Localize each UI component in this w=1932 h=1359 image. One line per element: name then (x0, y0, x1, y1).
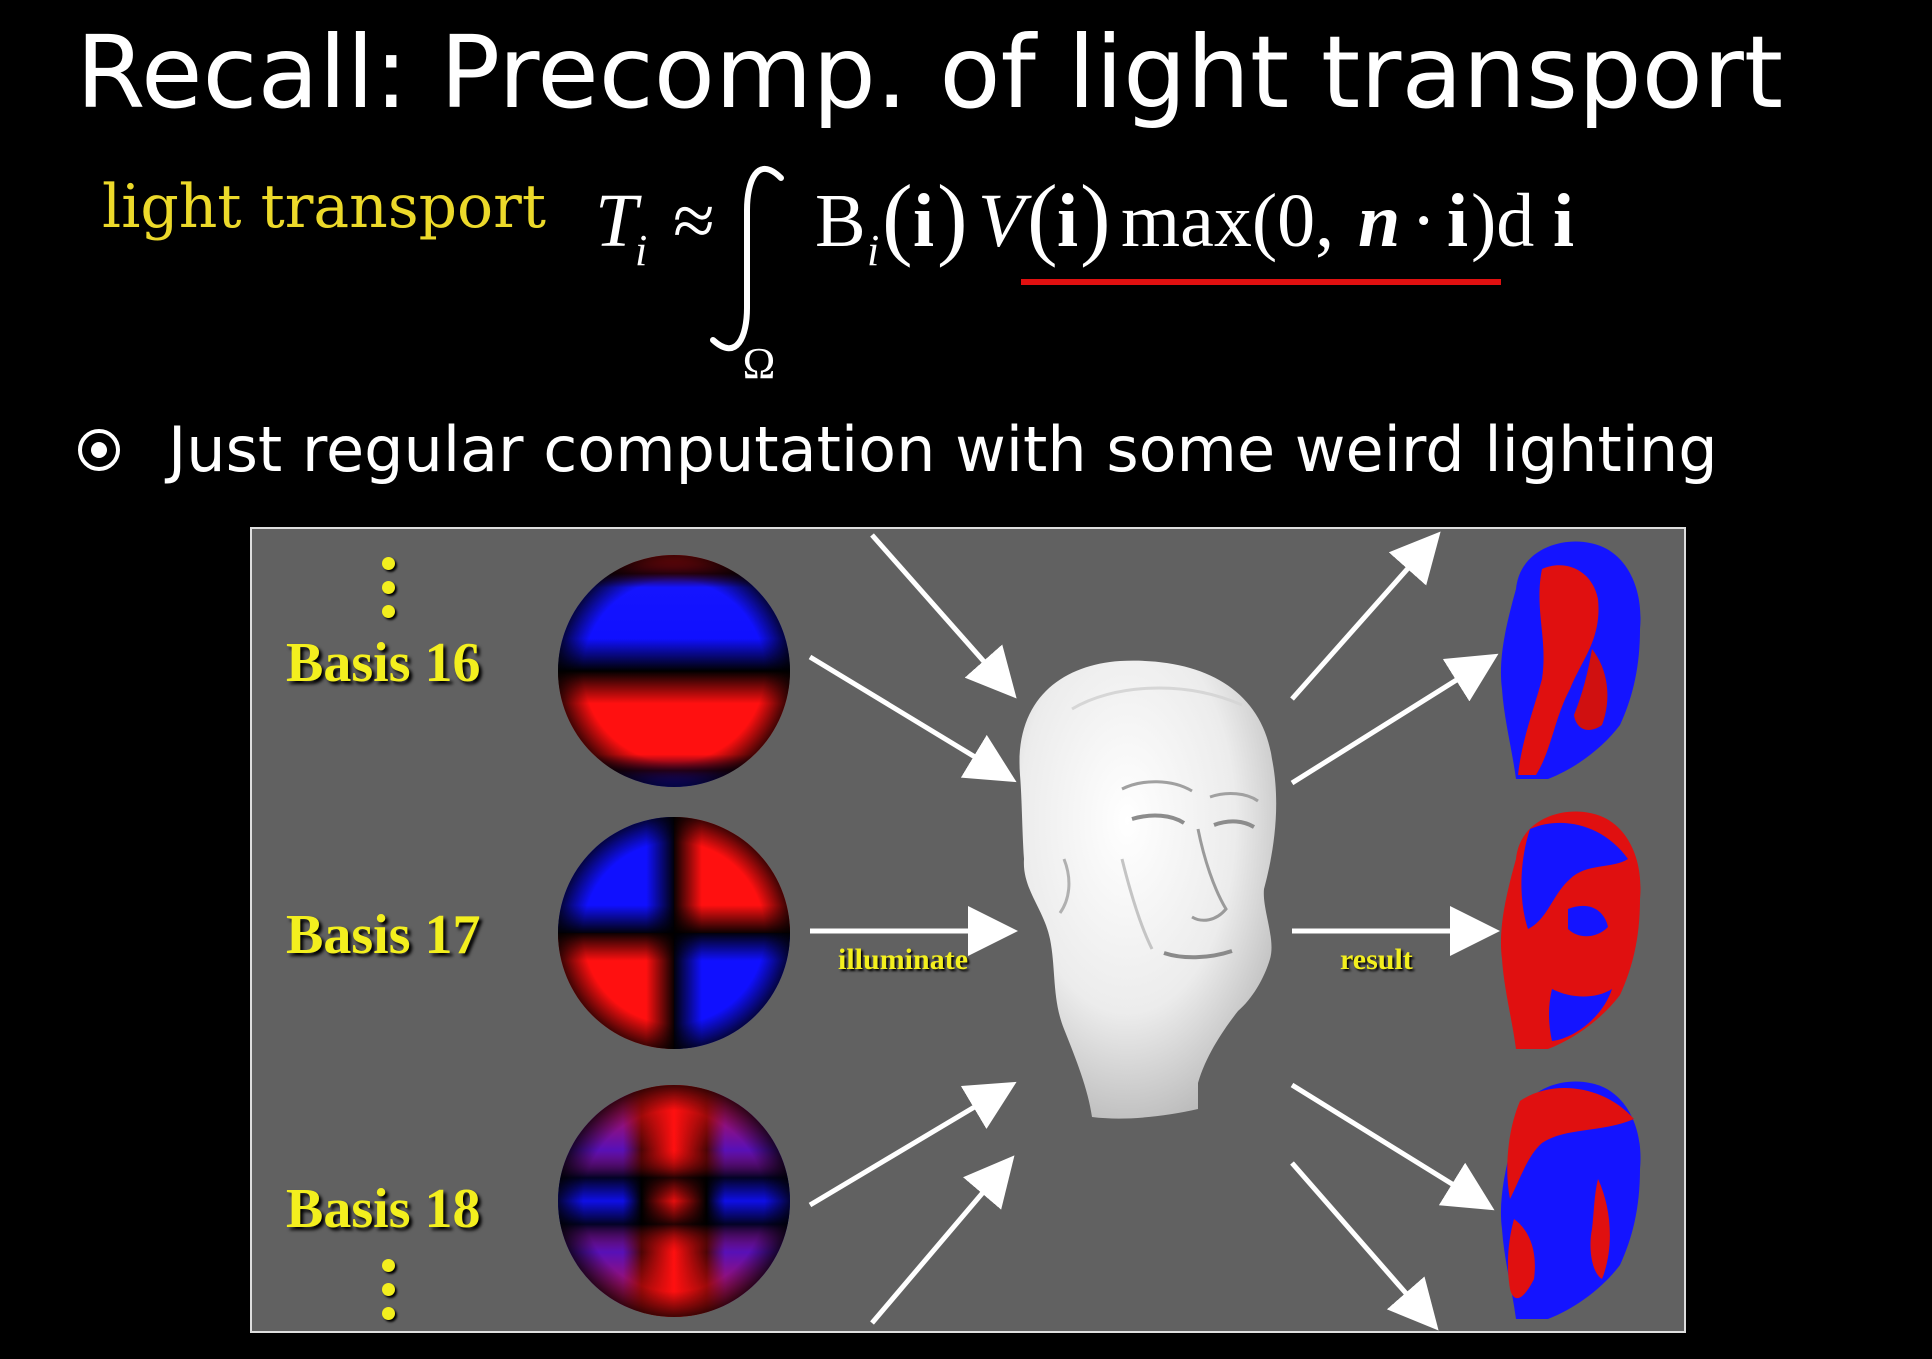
head-model (1019, 661, 1276, 1119)
equation (585, 150, 1605, 390)
slide-title: Recall: Precomp. of light transport (76, 14, 1784, 131)
result-arrows (1292, 539, 1490, 1323)
eq-max-close: )d (1471, 179, 1535, 263)
illuminate-arrows (810, 535, 1010, 1323)
eq-dir-2: i (1057, 179, 1079, 263)
eq-paren-1: ( (882, 166, 913, 268)
eq-basis: B (815, 179, 866, 263)
eq-basis-sub: i (867, 226, 880, 275)
eq-paren-4: ) (1080, 166, 1111, 268)
arrow-in-1 (872, 535, 1010, 691)
eq-lhs-sub: i (635, 226, 648, 275)
eq-max-open: max(0, (1121, 179, 1335, 263)
sh-lighting-figure (250, 527, 1686, 1333)
eq-dir-1: i (913, 179, 935, 263)
ellipsis-bottom (382, 1259, 396, 1331)
result-head-basis-18 (1501, 1082, 1641, 1319)
sh-sphere-basis-17 (558, 817, 790, 1049)
bullet-text: Just regular computation with some weird lighting (168, 413, 1718, 486)
eq-normal: n (1358, 179, 1401, 263)
basis-label-16: Basis 16 (286, 632, 481, 694)
integral-sign (713, 169, 781, 348)
basis-label-18: Basis 18 (286, 1178, 481, 1240)
eq-visibility: V (978, 179, 1025, 263)
arrow-out-2 (1292, 659, 1490, 783)
sh-sphere-basis-16 (558, 555, 790, 787)
equation-label: light transport (102, 172, 546, 242)
arrow-out-4 (1292, 1085, 1486, 1205)
basis-label-17: Basis 17 (286, 904, 481, 966)
result-head-basis-17 (1501, 812, 1641, 1049)
eq-paren-2: ) (937, 166, 968, 268)
eq-approx: ≈ (673, 179, 715, 263)
arrow-out-5 (1292, 1163, 1432, 1323)
eq-dir-3: i (1447, 179, 1469, 263)
ellipsis-top (382, 557, 396, 629)
arrow-in-2 (810, 657, 1008, 777)
illuminate-label: illuminate (838, 943, 969, 976)
bullet-item (78, 410, 1718, 490)
bullet-circle-icon (78, 429, 120, 471)
arrow-in-4 (810, 1087, 1008, 1205)
arrow-in-5 (872, 1163, 1008, 1323)
eq-dot: · (1411, 179, 1437, 263)
result-head-basis-16 (1501, 542, 1641, 779)
sh-sphere-basis-18 (558, 1085, 790, 1317)
eq-dir-4: i (1553, 179, 1575, 263)
equation-underline (1021, 279, 1501, 285)
eq-paren-3: ( (1027, 166, 1058, 268)
eq-lhs: T (595, 179, 638, 263)
eq-domain: Ω (742, 339, 776, 388)
result-label: result (1340, 943, 1413, 976)
arrow-out-1 (1292, 539, 1434, 699)
